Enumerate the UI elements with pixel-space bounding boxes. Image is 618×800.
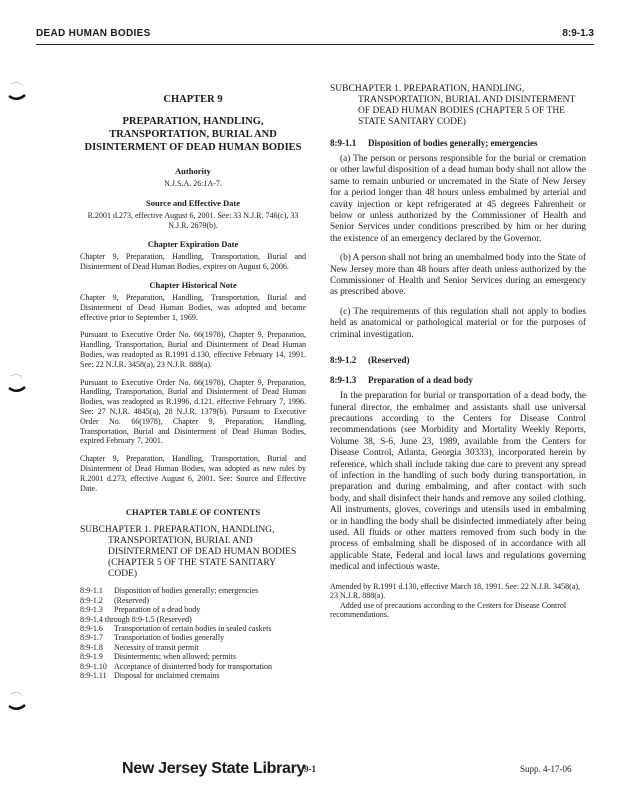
section-title: (Reserved) [368, 355, 410, 366]
toc-item-title: Acceptance of disinterred body for transportation [114, 661, 272, 671]
toc-item-number: 8:9-1.7 [80, 633, 103, 643]
history-note-4: Chapter 9, Preparation, Handling, Transportation, Burial and Disinterment of Dead Human Bodies, was adopted as new rules by R.2001 d.273, effective August 6, 2001. See: Source and Effective Date. [80, 454, 306, 493]
toc-item-number: 8:9-1.8 [80, 642, 103, 652]
toc-item-number: 8:9-1.3 [80, 605, 103, 615]
section-1-1-heading [330, 138, 586, 148]
toc-item-number: 8:9-1.9 [80, 652, 103, 662]
toc-item-title: Preparation of a dead body [114, 605, 201, 615]
source-text: R.2001 d.273, effective August 6, 2001. See: 33 N.J.R. 746(c), 33 N.J.R. 2679(b). [87, 210, 299, 230]
subchapter-heading: SUBCHAPTER 1. PREPARATION, HANDLING, TRANSPORTATION, BURIAL AND DISINTERMENT OF DEAD HUMAN BODIES (CHAPTER 5 OF THE STATE SANITARY CODE) [330, 84, 576, 127]
section-1-1-para-c: (c) The requirements of this regulation shall not apply to bodies held as anatomical or pathological material or for the purposes of criminal investigation. [330, 306, 586, 340]
library-watermark: New Jersey State Library [122, 760, 306, 777]
toc-item-title: Disposition of bodies generally; emergencies [114, 586, 259, 596]
header-section: 8:9-1.3 [562, 28, 594, 39]
history-note-1: Chapter 9, Preparation, Handling, Transportation, Burial and Disinterment of Dead Human Bodies, was adopted and became effective prior to September 1, 1969. [80, 292, 306, 322]
toc-item [80, 652, 306, 661]
toc-item [80, 633, 306, 642]
supplement-date: Supp. 4-17-06 [520, 764, 572, 774]
chapter-title: PREPARATION, HANDLING, TRANSPORTATION, BURIAL AND DISINTERMENT OF DEAD HUMAN BODIES [84, 116, 302, 153]
history-note-2: Pursuant to Executive Order No. 66(1978), Chapter 9, Preparation, Handling, Transportation, Burial and Disinterment of Dead Human Bodies, was readopted as R.1991 d.130, effective February 14, 1991. See: 22 N.J.R. 3458(a), 23 N.J.R. 888(a). [80, 330, 306, 369]
section-1-3-text: In the preparation for burial or transportation of a dead body, the funeral director, the embalmer and assistants shall use universal precautions according to the Centers for Disease Control recommendations (see Morbidity and Mortality Weekly Reports, Volume 38, S-6, June 23, 1989, available from the Centers for Disease Control, Atlanta, Georgia 30333), incorporated herein by reference, which shall include taking due care to prevent any spread of infection in the handling of such body during transportation, in preparation and during embalming, and after contact with such body, and shall disinfect their hands and remove any soiled clothing. All instruments, gloves, coverings and utensils used in embalming or in handling the body shall be disinfected immediately after being used. All fluids or other matters removed from such body in the process of embalming shall be disposed of in accordance with all applicable State, Federal and local laws and regulations governing medical and infectious waste. [330, 391, 586, 573]
toc-item-title: Disinterments; when allowed; permits [114, 652, 236, 662]
toc-item-title: Transportation of bodies generally [114, 633, 225, 643]
left-column [80, 94, 306, 680]
toc-item-title: (Reserved) [156, 614, 192, 624]
toc-item [80, 615, 306, 624]
toc-item [80, 586, 306, 595]
toc-item [80, 596, 306, 605]
section-title: Disposition of bodies generally; emergencies [368, 138, 538, 148]
toc-item-title: Transportation of certain bodies in sealed caskets [114, 623, 272, 633]
section-title: Preparation of a dead body [368, 375, 473, 386]
punch-hole-icon [8, 690, 26, 714]
toc-item [80, 624, 306, 633]
toc-item [80, 662, 306, 671]
history-note-3: Pursuant to Executive Order No. 66(1978), Chapter 9, Preparation, Handling, Transportation, Burial and Disinterment of Dead Human Bodies, was readopted as R.1996, d.121, effective February 7, 1996. See: 27 N.J.R. 4845(a), 28 N.J.R. 1379(b). Pursuant to Executive Order No. 66(1978), Chapter 9, Preparation, Handling, Transportation, Burial and Disinterment of Dead Human Bodies, expired February 7, 2001. [80, 377, 306, 446]
expiration-heading: Chapter Expiration Date [147, 239, 239, 250]
right-column [330, 84, 586, 620]
section-1-1-para-b: (b) A person shall not bring an unembalmed body into the State of New Jersey more than 48 hours after death unless authorized by the Commissioner of Health and Senior Services during an emergency as prescribed above. [330, 253, 586, 298]
section-1-2-heading [330, 355, 586, 365]
source-heading: Source and Effective Date [145, 197, 241, 208]
history-heading: Chapter Historical Note [149, 279, 237, 290]
header-title: DEAD HUMAN BODIES [36, 28, 151, 39]
toc-item-number: 8:9-1.1 [80, 586, 103, 596]
authority-heading: Authority [175, 166, 211, 176]
section-1-3-heading [330, 375, 586, 385]
toc-item-title: (Reserved) [114, 595, 150, 605]
toc-item [80, 643, 306, 652]
toc-heading: CHAPTER TABLE OF CONTENTS [125, 507, 261, 518]
section-number: 8:9-1.2 [330, 355, 357, 366]
chapter-number: CHAPTER 9 [163, 94, 223, 105]
amendment-note: Amended by R.1991 d.130, effective March 18, 1991. See: 22 N.J.R. 3458(a), 23 N.J.R. 888(a). [330, 581, 581, 601]
toc-list [80, 586, 306, 680]
toc-item-number: 8:9-1.4 through 8:9-1.5 [80, 614, 155, 624]
toc-item [80, 671, 306, 680]
expiration-text: Chapter 9, Preparation, Handling, Transportation, Burial and Disinterment of Dead Human Bodies, expires on August 6, 2006. [80, 252, 306, 272]
toc-item-title: Necessity of transit permit [114, 642, 199, 652]
toc-item-title: Disposal for unclaimed cremains [114, 670, 220, 680]
toc-item-number: 8:9-1.10 [80, 661, 107, 671]
toc-item-number: 8:9-1.6 [80, 623, 103, 633]
amendment-note-detail: Added use of precautions according to the Centers for Disease Control recommendations. [330, 600, 567, 620]
punch-hole-icon [8, 80, 26, 104]
page-number: 9-1 [304, 764, 316, 774]
running-header [36, 28, 594, 45]
punch-hole-icon [8, 372, 26, 396]
section-number: 8:9-1.3 [330, 375, 357, 386]
authority-text: N.J.S.A. 26:1A-7. [164, 179, 222, 188]
section-number: 8:9-1.1 [330, 138, 357, 148]
section-1-1-para-a: (a) The person or persons responsible for the burial or cremation or other lawful disposition of a dead human body shall not allow the same to remain unburied or uncremated in the State of New Jersey for a period longer than 48 hours unless embalmed by arterial and cavity injection or kept refrigerated at 45 degrees Fahrenheit or below or unless authorized by the Commissioner of Health and Senior Services under conditions prescribed by him or her during the existence of an emergency declared by the Governor. [330, 154, 586, 244]
toc-item-number: 8:9-1.11 [80, 670, 107, 680]
toc-item [80, 605, 306, 614]
toc-subchapter: SUBCHAPTER 1. PREPARATION, HANDLING, TRANSPORTATION, BURIAL AND DISINTERMENT OF DEAD HUMAN BODIES (CHAPTER 5 OF THE STATE SANITARY CODE) [80, 525, 297, 580]
toc-item-number: 8:9-1.2 [80, 595, 103, 605]
